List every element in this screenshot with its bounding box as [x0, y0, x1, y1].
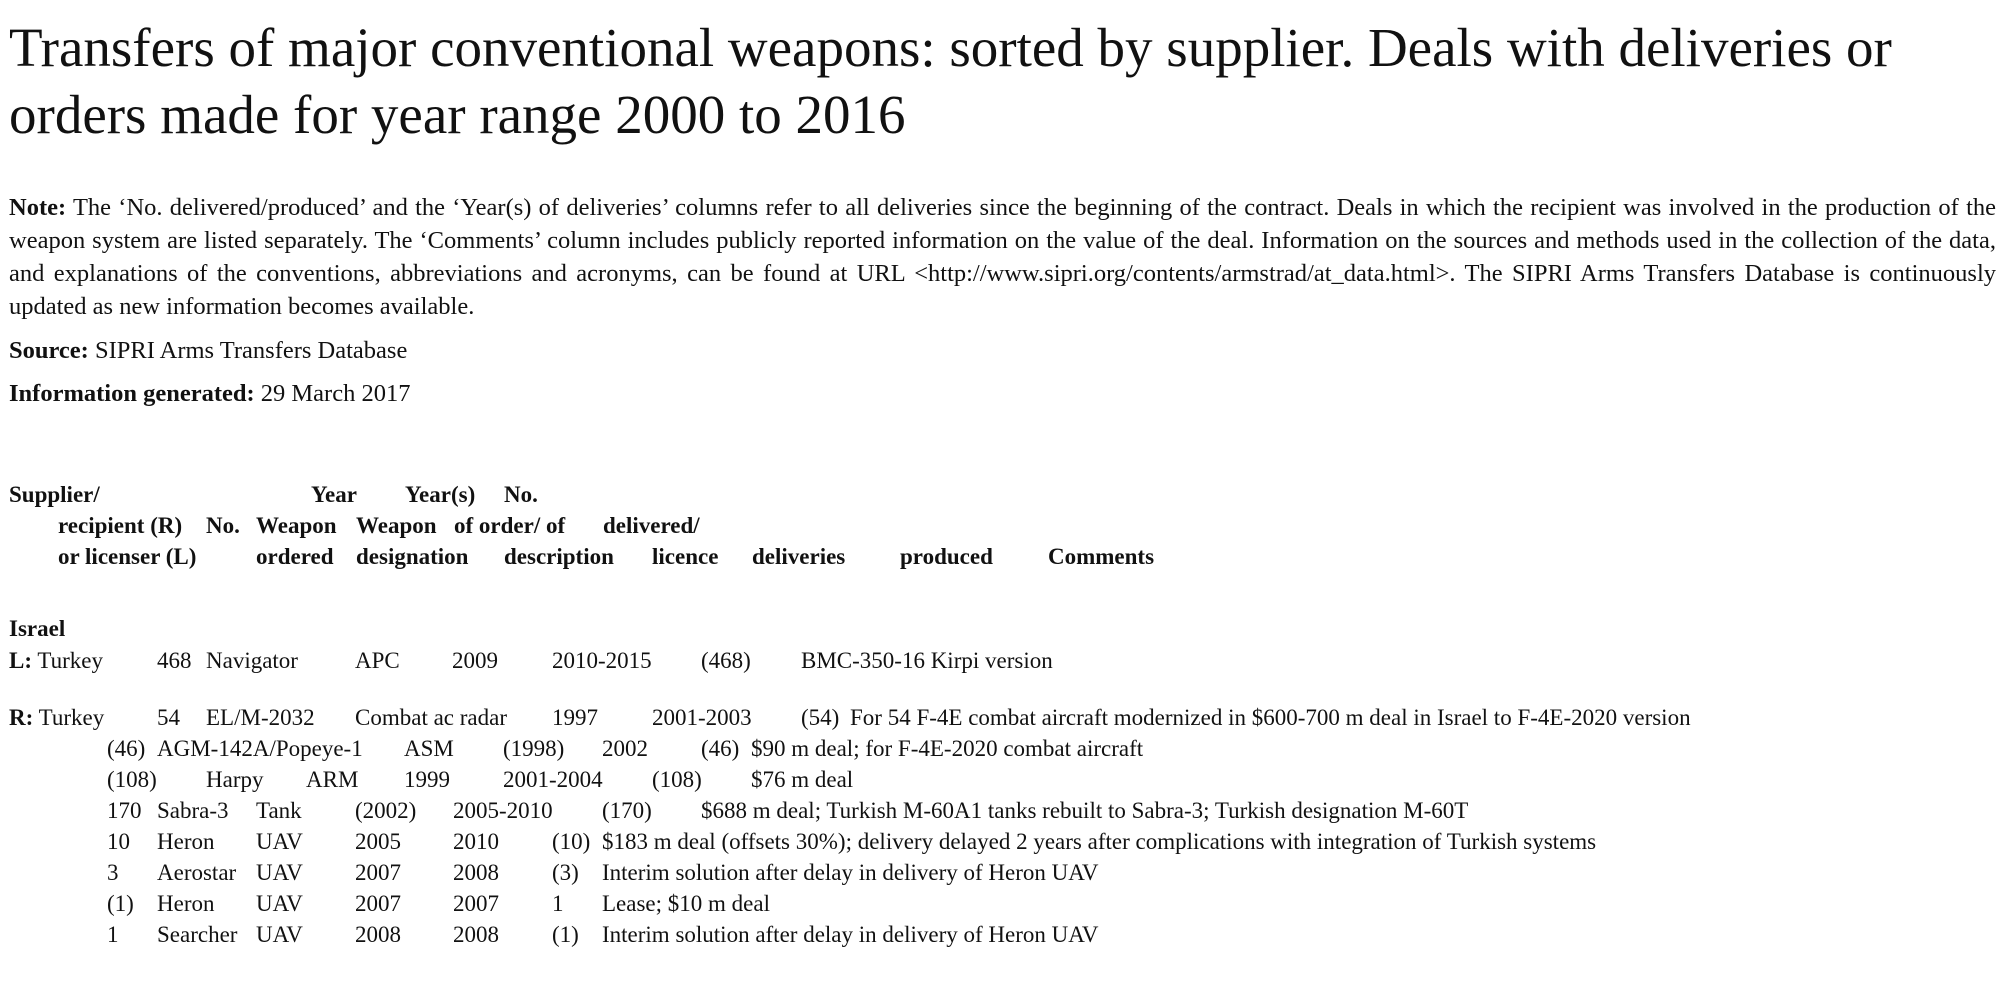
row-description: Tank — [256, 798, 302, 823]
recipient-cell — [9, 704, 104, 732]
header-recipient: recipient (R) — [58, 513, 183, 538]
note-paragraph — [9, 191, 1996, 323]
page-title: Transfers of major conventional weapons: sorted by supplier. Deals with deliveries or orders made for year range 2000 to 2016 — [9, 17, 1892, 145]
row-description: UAV — [256, 922, 303, 947]
row-year: 1999 — [404, 767, 450, 792]
row-comment: Lease; $10 m deal — [602, 891, 770, 916]
row-description: UAV — [256, 829, 303, 854]
row-year: (1998) — [503, 736, 565, 761]
row-year: 2008 — [355, 922, 401, 947]
licence-prefix: L: — [9, 648, 32, 673]
row-years: 2008 — [453, 860, 499, 885]
header-supplier: Supplier/ — [9, 482, 100, 507]
row-no: 170 — [107, 798, 142, 823]
header-delivered: delivered/ — [603, 513, 700, 538]
row-year: 2005 — [355, 829, 401, 854]
recipient-comment: For 54 F-4E combat aircraft modernized in $600-700 m deal in Israel to F-4E-2020 version — [850, 705, 1691, 730]
licence-years: 2010-2015 — [552, 648, 652, 673]
row-no: 1 — [107, 922, 119, 947]
row-delivered: (3) — [552, 860, 579, 885]
row-comment: Interim solution after delay in delivery of Heron UAV — [602, 922, 1099, 947]
row-no: (108) — [107, 767, 157, 792]
recipient-year: 1997 — [552, 705, 598, 730]
generated-label: Information generated: — [9, 380, 255, 407]
header-no: No. — [504, 482, 538, 507]
header-weapon: Weapon — [256, 513, 337, 538]
licence-comment: BMC-350-16 Kirpi version — [801, 648, 1053, 673]
row-year: 2007 — [355, 891, 401, 916]
row-delivered: (1) — [552, 922, 579, 947]
row-comment: Interim solution after delay in delivery of Heron UAV — [602, 860, 1099, 885]
licence-designation: Navigator — [206, 648, 298, 673]
row-description: ARM — [306, 767, 359, 792]
licence-no: 468 — [157, 648, 192, 673]
source-value: SIPRI Arms Transfers Database — [94, 337, 408, 364]
header-years: Year(s) — [405, 482, 476, 507]
header-licence: licence — [652, 544, 719, 569]
header-no-2: No. — [206, 513, 240, 538]
header-ordered: ordered — [256, 544, 334, 569]
row-designation: Aerostar — [157, 860, 237, 885]
header-weapon-2: Weapon — [356, 513, 437, 538]
generated-line — [9, 379, 410, 409]
licence-year: 2009 — [452, 648, 498, 673]
recipient-delivered: (54) — [801, 705, 840, 730]
row-designation: Sabra-3 — [157, 798, 229, 823]
row-delivered: (46) — [701, 736, 740, 761]
row-delivered: (10) — [552, 829, 591, 854]
row-delivered: (108) — [652, 767, 702, 792]
row-designation: AGM-142A/Popeye-1 — [157, 736, 363, 761]
row-no: 10 — [107, 829, 130, 854]
header-of-order: of order/ of — [454, 513, 566, 538]
recipient-years: 2001-2003 — [652, 705, 752, 730]
row-year: (2002) — [355, 798, 417, 823]
licence-delivered: (468) — [701, 648, 751, 673]
row-no: (1) — [107, 891, 134, 916]
recipient-no: 54 — [157, 705, 180, 730]
header-designation: designation — [356, 544, 469, 569]
generated-value: 29 March 2017 — [260, 380, 411, 407]
recipient-prefix: R: — [9, 705, 34, 730]
header-produced: produced — [900, 544, 993, 569]
header-year: Year — [311, 482, 357, 507]
recipient-description: Combat ac radar — [355, 705, 507, 730]
header-description: description — [504, 544, 614, 569]
row-description: UAV — [256, 860, 303, 885]
row-comment: $688 m deal; Turkish M-60A1 tanks rebuilt to Sabra-3; Turkish designation M-60T — [701, 798, 1469, 823]
row-no: 3 — [107, 860, 119, 885]
row-designation: Heron — [157, 829, 215, 854]
source-line — [9, 336, 407, 366]
source-label: Source: — [9, 337, 89, 364]
row-description: ASM — [404, 736, 454, 761]
row-comment: $183 m deal (offsets 30%); delivery delayed 2 years after complications with integration of Turkish systems — [602, 829, 1597, 854]
row-comment: $76 m deal — [751, 767, 854, 792]
recipient-name: Turkey — [38, 705, 105, 730]
header-licenser: or licenser (L) — [58, 544, 197, 569]
row-description: UAV — [256, 891, 303, 916]
row-years: 2002 — [602, 736, 648, 761]
row-years: 2007 — [453, 891, 499, 916]
supplier-name: Israel — [9, 616, 66, 641]
note-label: Note: — [9, 194, 67, 221]
recipient-designation: EL/M-2032 — [206, 705, 315, 730]
header-deliveries: deliveries — [752, 544, 846, 569]
licence-recipient-name: Turkey — [37, 648, 103, 673]
row-delivered: 1 — [552, 891, 564, 916]
row-comment: $90 m deal; for F-4E-2020 combat aircraft — [751, 736, 1144, 761]
row-designation: Searcher — [157, 922, 238, 947]
licence-description: APC — [355, 648, 400, 673]
note-text: The ‘No. delivered/produced’ and the ‘Year(s) of deliveries’ columns refer to all deliveries since the beginning of the contract. Deals in which the recipient was involved in the production of the weapon system are listed separately. The ‘Comments’ column includes publicly reported information on the value of the deal. Information on the sources and methods used in the collection of the data, and explanations of the conventions, abbreviations and acronyms, can be found at URL <http://www.sipri.org/contents/armstrad/at_data.html>. The SIPRI Arms Transfers Database is continuously updated as new information becomes available. — [9, 194, 1996, 320]
row-year: 2007 — [355, 860, 401, 885]
licence-recipient — [9, 647, 103, 675]
row-years: 2005-2010 — [453, 798, 553, 823]
row-years: 2010 — [453, 829, 499, 854]
row-delivered: (170) — [602, 798, 652, 823]
row-designation: Harpy — [206, 767, 264, 792]
row-designation: Heron — [157, 891, 215, 916]
header-comments: Comments — [1048, 544, 1155, 569]
row-years: 2008 — [453, 922, 499, 947]
row-years: 2001-2004 — [503, 767, 603, 792]
row-no: (46) — [107, 736, 146, 761]
